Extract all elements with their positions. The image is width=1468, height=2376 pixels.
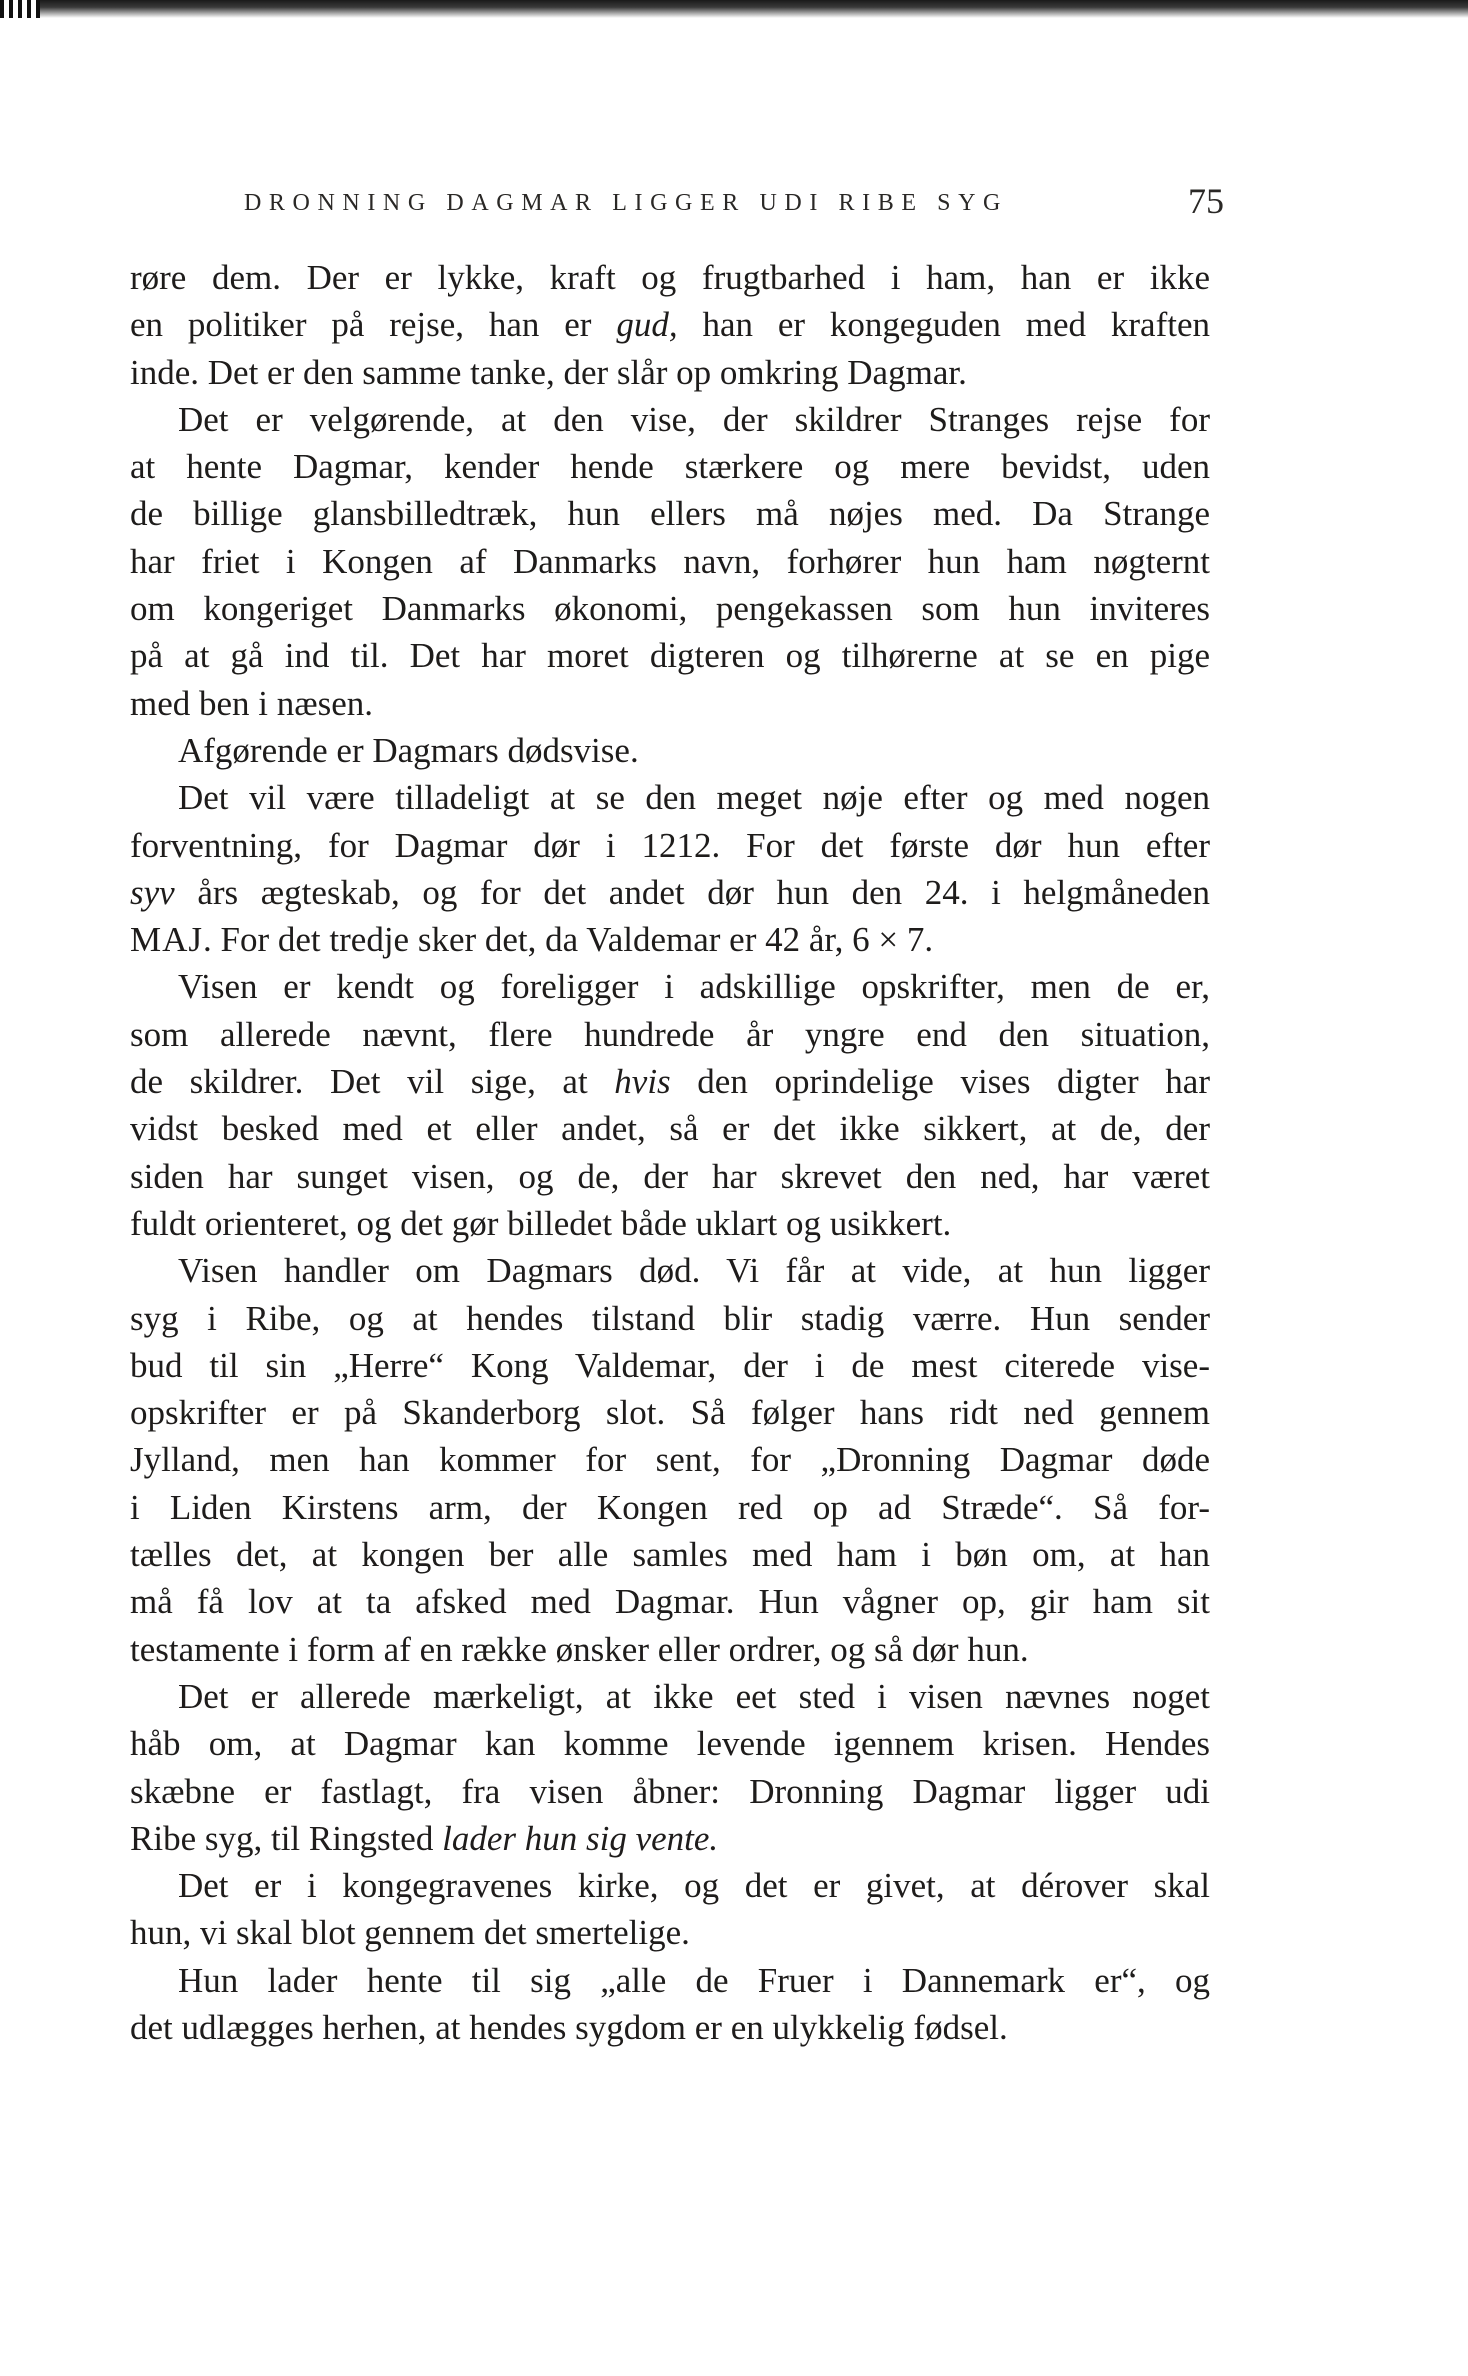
text-line: bud til sin „Herre“ Kong Valdemar, der i de mest citerede vise- [130, 1345, 1210, 1385]
text-line: inde. Det er den samme tanke, der slår op omkring Dagmar. [130, 352, 967, 392]
emphasis: hvis [614, 1062, 671, 1102]
text-line: vidst besked med et eller andet, så er det ikke sikkert, at de, der [130, 1109, 1210, 1149]
text-line: håb om, at Dagmar kan komme levende igennem krisen. Hendes [130, 1724, 1210, 1764]
body-text [130, 254, 1210, 2051]
text-line: på at gå ind til. Det har moret digteren og tilhørerne at se en pige [130, 636, 1210, 676]
text-line: i Liden Kirstens arm, der Kongen red op ad Stræde“. Så for- [130, 1487, 1210, 1527]
binding-marks [0, 0, 40, 18]
paragraph-start: Afgørende er Dagmars dødsvise. [178, 730, 639, 770]
page-number: 75 [1188, 181, 1224, 221]
text-line: som allerede nævnt, flere hundrede år yngre end den situation, [130, 1014, 1210, 1054]
text-line: de skildrer. Det vil sige, at hvis den oprindelige vises digter har [130, 1062, 1210, 1102]
page-top-edge [0, 0, 1468, 18]
text-line: forventning, for Dagmar dør i 1212. For det første dør hun efter [130, 825, 1210, 865]
text-line: at hente Dagmar, kender hende stærkere og mere bevidst, uden [130, 447, 1210, 487]
running-title: DRONNING DAGMAR LIGGER UDI RIBE SYG [244, 190, 1008, 216]
text-line: fuldt orienteret, og det gør billedet både uklart og usikkert. [130, 1203, 952, 1243]
text-line: skæbne er fastlagt, fra visen åbner: Dronning Dagmar ligger udi [130, 1771, 1210, 1811]
small-caps: MAJ [130, 920, 204, 960]
emphasis: syv [130, 872, 175, 912]
paragraph-start: Det er allerede mærkeligt, at ikke eet sted i visen nævnes noget [178, 1676, 1210, 1716]
text-line: det udlægges herhen, at hendes sygdom er en ulykkelig fødsel. [130, 2007, 1008, 2047]
emphasis: gud, [616, 305, 678, 345]
paragraph-start: Hun lader hente til sig „alle de Fruer i Dannemark er“, og [178, 1960, 1210, 2000]
text-line: en politiker på rejse, han er gud, han er kongeguden med kraften [130, 305, 1211, 345]
text-line: Ribe syg, til Ringsted lader hun sig vente. [130, 1818, 719, 1858]
text-line: må få lov at ta afsked med Dagmar. Hun vågner op, gir ham sit [130, 1582, 1210, 1622]
text-line: opskrifter er på Skanderborg slot. Så følger hans ridt ned gennem [130, 1393, 1210, 1433]
text-line: hun, vi skal blot gennem det smertelige. [130, 1913, 690, 1953]
emphasis: lader hun sig vente. [442, 1818, 719, 1858]
text-line: Jylland, men han kommer for sent, for „Dronning Dagmar døde [130, 1440, 1210, 1480]
text-line: syv års ægteskab, og for det andet dør hun den 24. i helgmåneden [130, 872, 1211, 912]
text-line: tælles det, at kongen ber alle samles med ham i bøn om, at han [130, 1535, 1210, 1575]
paragraph-start: Det vil være tilladeligt at se den meget nøje efter og med nogen [178, 778, 1210, 818]
page-header [244, 180, 1224, 240]
text-line: med ben i næsen. [130, 683, 374, 723]
paragraph-start: Visen handler om Dagmars død. Vi får at vide, at hun ligger [178, 1251, 1210, 1291]
text-line: om kongeriget Danmarks økonomi, pengekassen som hun inviteres [130, 589, 1210, 629]
text-line: røre dem. Der er lykke, kraft og frugtbarhed i ham, han er ikke [130, 258, 1210, 297]
text-line: de billige glansbilledtræk, hun ellers må nøjes med. Da Strange [130, 494, 1210, 534]
text-line: siden har sunget visen, og de, der har skrevet den ned, har været [130, 1156, 1210, 1196]
text-line: syg i Ribe, og at hendes tilstand blir stadig værre. Hun sender [130, 1298, 1210, 1338]
paragraph-start: Visen er kendt og foreligger i adskillige opskrifter, men de er, [178, 967, 1210, 1007]
paragraph-start: Det er i kongegravenes kirke, og det er givet, at dérover skal [178, 1866, 1210, 1906]
text-line: MAJ. For det tredje sker det, da Valdemar er 42 år, 6 × 7. [130, 920, 934, 960]
text-line: har friet i Kongen af Danmarks navn, forhører hun ham nøgternt [130, 541, 1210, 581]
text-line: testamente i form af en række ønsker eller ordrer, og så dør hun. [130, 1629, 1029, 1669]
paragraph-start: Det er velgørende, at den vise, der skildrer Stranges rejse for [178, 399, 1210, 439]
